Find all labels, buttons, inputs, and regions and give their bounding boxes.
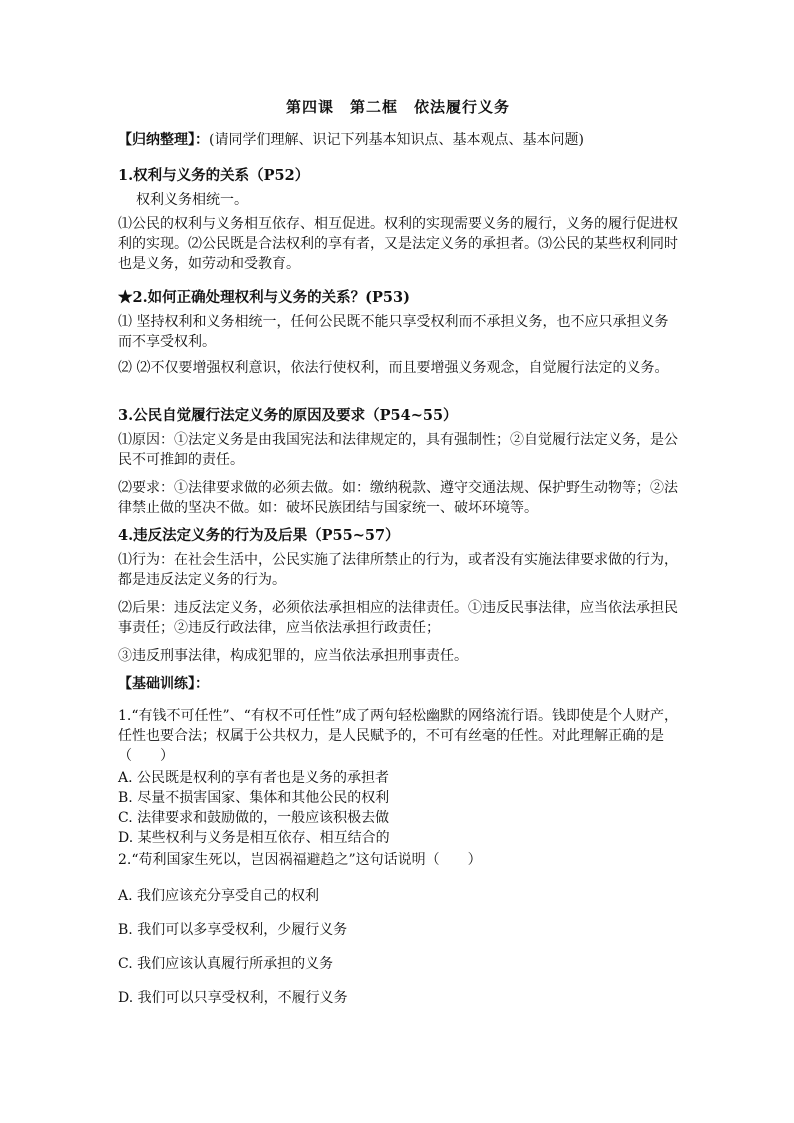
section-4-para-3: ③违反刑事法律，构成犯罪的，应当依法承担刑事责任。 [118, 648, 468, 664]
section-4-para-2: ⑵后果：违反法定义务，必须依法承担相应的法律责任。①违反民事法律，应当依法承担民事责任；②违反行政法律，应当依法承担行政责任； [118, 600, 678, 636]
section-2-para-2: ⑵ ⑵不仅要增强权利意识，依法行使权利，而且要增强义务观念，自觉履行法定的义务。 [118, 360, 669, 376]
summary-note: (请同学们理解、识记下列基本知识点、基本观点、基本问题) [209, 132, 584, 148]
section-2-heading: ★2.如何正确处理权利与义务的关系？(P53) [118, 289, 410, 306]
section-3-para-1: ⑴原因：①法定义务是由我国宪法和法律规定的，具有强制性；②自觉履行法定义务，是公民不可推卸的责任。 [118, 432, 678, 468]
question-1-option-d: D. 某些权利与义务是相互依存、相互结合的 [118, 830, 390, 846]
question-1-option-a: A. 公民既是权利的享有者也是义务的承担者 [118, 770, 390, 786]
question-1-option-b: B. 尽量不损害国家、集体和其他公民的权利 [118, 790, 390, 806]
section-1-heading: 1.权利与义务的关系（P52） [118, 167, 310, 184]
section-1-para-2: ⑴公民的权利与义务相互依存、相互促进。权利的实现需要义务的履行，义务的履行促进权利的实现。⑵公民既是合法权利的享有者，又是法定义务的承担者。⑶公民的某些权利同时也是义务，如劳动和受教育。 [118, 216, 678, 272]
section-3-para-2: ⑵要求：①法律要求做的必须去做。如：缴纳税款、遵守交通法规、保护野生动物等；②法律禁止做的坚决不做。如：破坏民族团结与国家统一、破坏环境等。 [118, 480, 678, 516]
question-2-option-d: D. 我们可以只享受权利，不履行义务 [118, 990, 348, 1006]
section-2-para-1: ⑴ 坚持权利和义务相统一，任何公民既不能只享受权利而不承担义务，也不应只承担义务而不享受权利。 [118, 314, 669, 350]
section-1-para-1: 权利义务相统一。 [136, 192, 248, 208]
section-4-heading: 4.违反法定义务的行为及后果（P55~57） [118, 527, 400, 544]
question-2-option-b: B. 我们可以多享受权利，少履行义务 [118, 922, 348, 938]
summary-label: 【归纳整理】： [118, 132, 209, 148]
question-2-option-c: C. 我们应该认真履行所承担的义务 [118, 956, 334, 972]
question-1-option-c: C. 法律要求和鼓励做的，一般应该积极去做 [118, 810, 390, 826]
page-title: 第四课 第二框 依法履行义务 [285, 98, 510, 116]
section-3-heading: 3.公民自觉履行法定义务的原因及要求（P54~55） [118, 407, 458, 424]
question-1-stem: 1.“有钱不可任性”、“有权不可任性”成了两句轻松幽默的网络流行语。钱即使是个人财产，任性也要合法；权属于公共权力，是人民赋予的，不可有丝毫的任性。对此理解正确的是（ ） [118, 708, 678, 764]
question-2-stem: 2.“苟利国家生死以，岂因祸福避趋之”这句话说明（ ） [118, 852, 482, 868]
section-4-para-1: ⑴行为：在社会生活中，公民实施了法律所禁止的行为，或者没有实施法律要求做的行为，都是违反法定义务的行为。 [118, 552, 678, 588]
question-2-option-a: A. 我们应该充分享受自己的权利 [118, 888, 320, 904]
training-label: 【基础训练】： [118, 676, 209, 692]
summary-header [118, 130, 678, 150]
